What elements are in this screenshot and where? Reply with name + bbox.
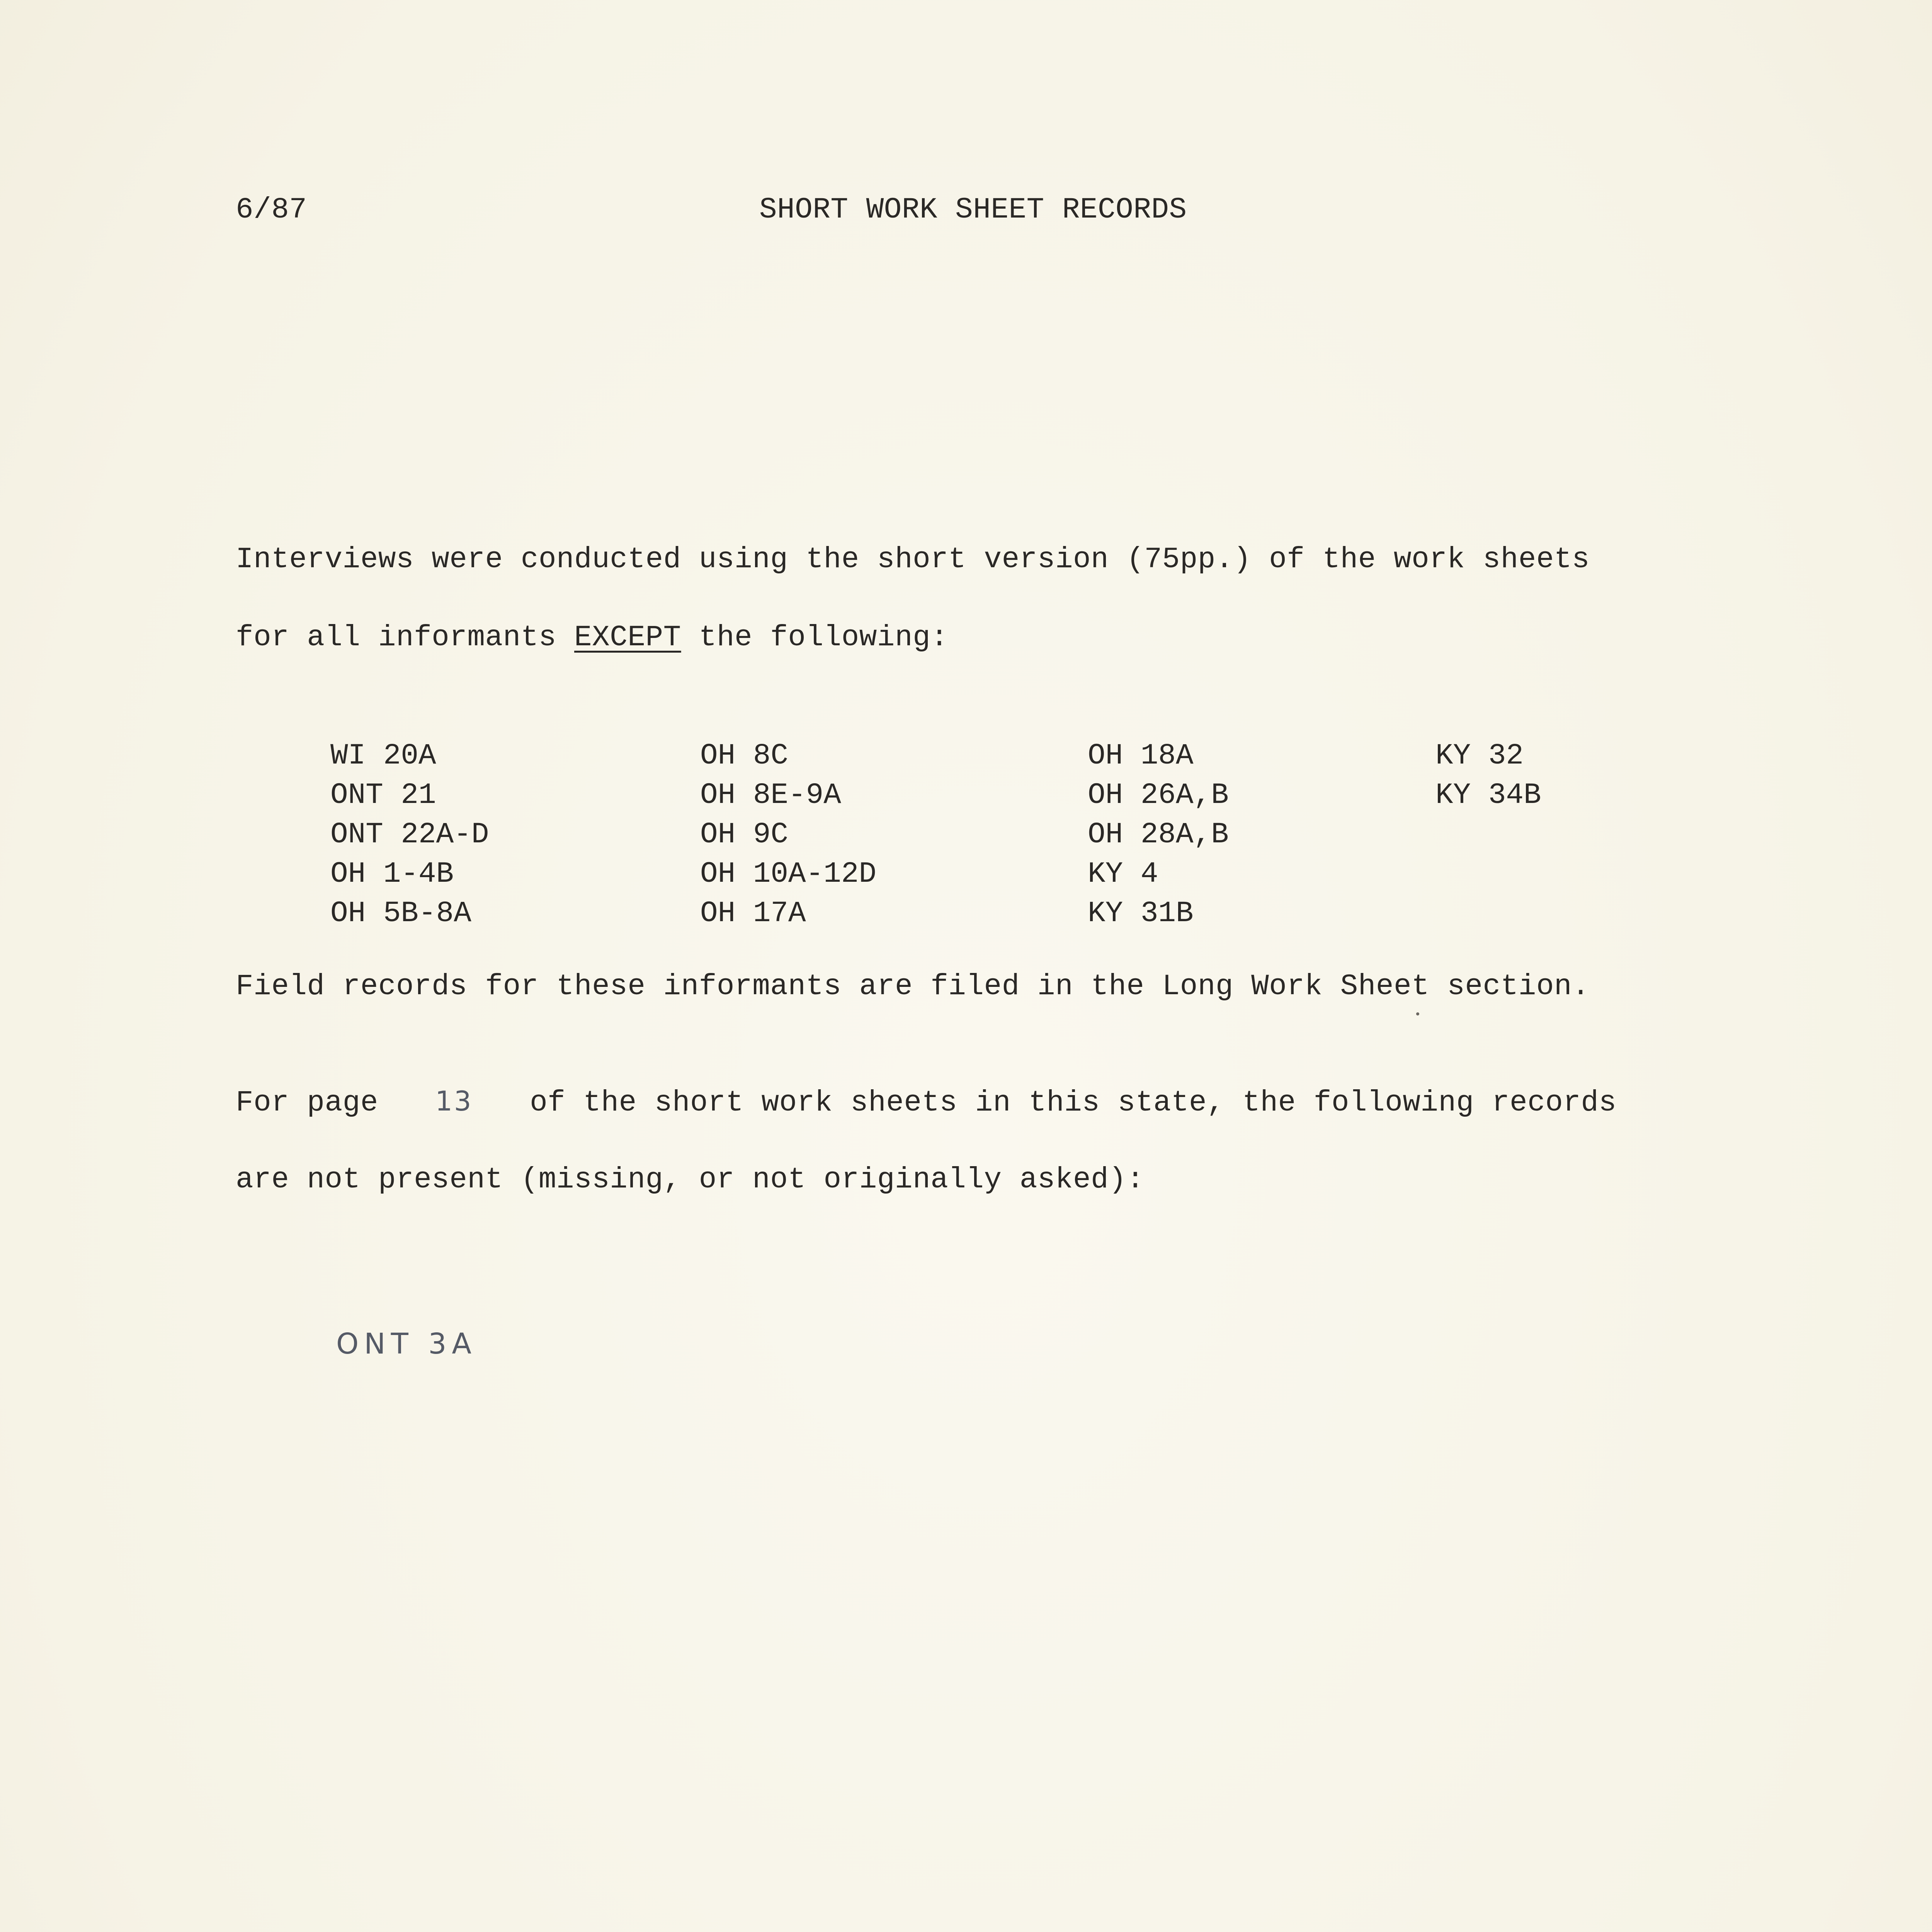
page-note-line-1 [236, 1085, 1617, 1119]
informant-entry: OH 5B-8A [330, 897, 471, 930]
informant-entry: ONT 21 [330, 779, 436, 812]
informant-entry: OH 8C [700, 739, 789, 772]
informant-entry: WI 20A [330, 739, 436, 772]
header-title: SHORT WORK SHEET RECORDS [759, 193, 1187, 226]
informant-entry: KY 31B [1088, 897, 1194, 930]
page-note-before: For page [236, 1086, 396, 1119]
page-number-handwritten: 13 [435, 1085, 473, 1117]
page-note-after: of the short work sheets in this state, the following records [512, 1086, 1617, 1119]
intro-line-2 [236, 623, 948, 652]
page-note-line-2: are not present (missing, or not originally asked): [236, 1163, 1145, 1196]
informant-entry: ONT 22A-D [330, 818, 489, 851]
filing-note: Field records for these informants are filed in the Long Work Sheet section. [236, 970, 1590, 1003]
informant-column-2 [700, 736, 876, 933]
header-date: 6/87 [236, 193, 307, 226]
informant-entry: OH 9C [700, 818, 789, 851]
informant-column-4 [1435, 736, 1541, 815]
informant-entry: OH 10A-12D [700, 857, 877, 891]
informant-entry: OH 8E-9A [700, 779, 841, 812]
stray-mark [1416, 1012, 1419, 1015]
intro-emphasis: EXCEPT [574, 621, 681, 654]
informant-entry: OH 28A,B [1088, 818, 1229, 851]
informant-entry: OH 18A [1088, 739, 1194, 772]
informant-entry: KY 34B [1435, 779, 1541, 812]
intro-line-2-before: for all informants [236, 621, 575, 654]
informant-column-3 [1088, 736, 1229, 933]
informant-entry: OH 1-4B [330, 857, 454, 891]
missing-records-handwritten: ONT 3A [336, 1327, 477, 1361]
informant-entry: OH 17A [700, 897, 806, 930]
informant-entry: KY 4 [1088, 857, 1158, 891]
informant-entry: OH 26A,B [1088, 779, 1229, 812]
informant-entry: KY 32 [1435, 739, 1524, 772]
intro-line-2-after: the following: [681, 621, 949, 654]
intro-line-1: Interviews were conducted using the short version (75pp.) of the work sheets [236, 543, 1590, 576]
informant-column-1 [330, 736, 489, 933]
